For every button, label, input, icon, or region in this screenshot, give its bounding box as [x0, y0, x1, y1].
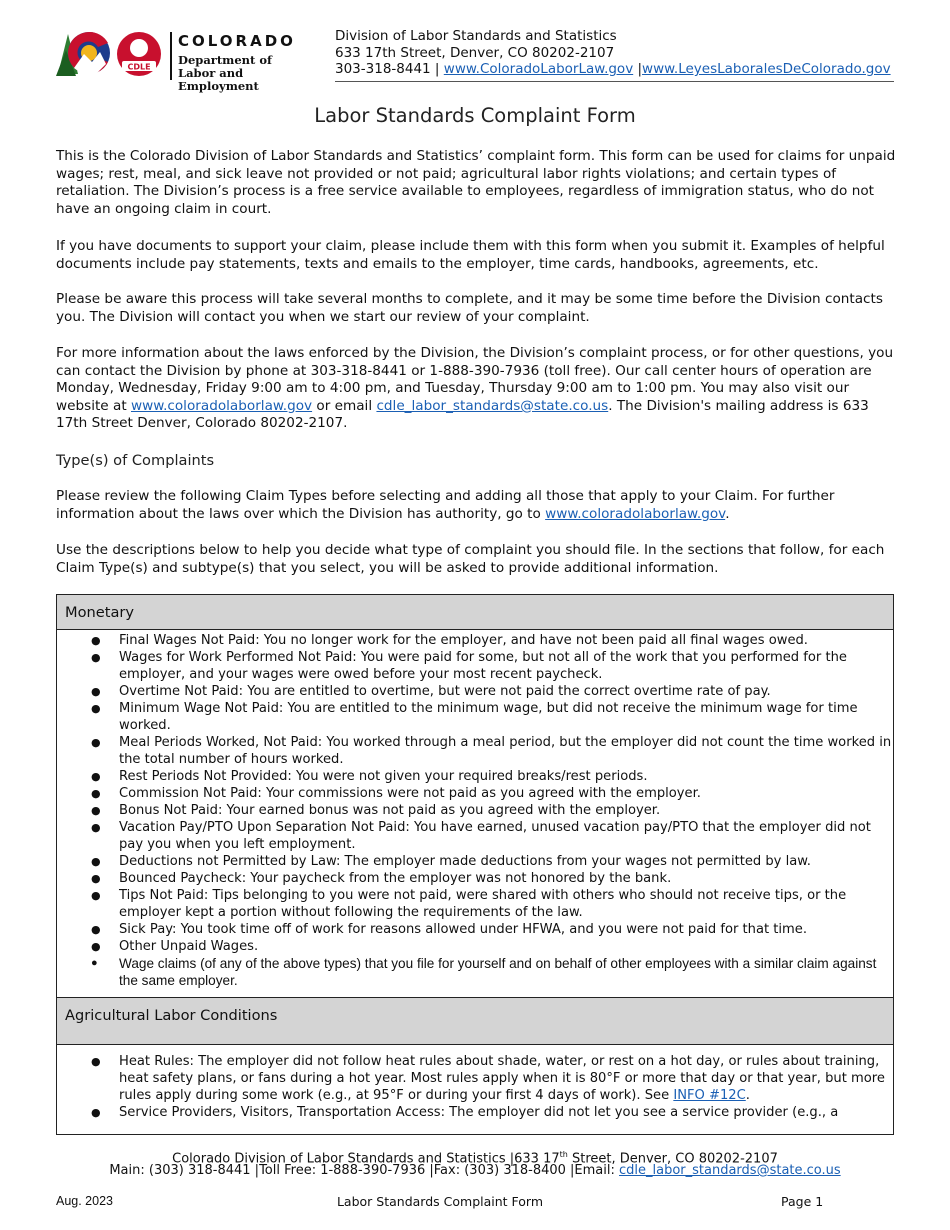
cdle-logo: [56, 28, 318, 93]
list-item: ● Deductions not Permitted by Law: The employer made deductions from your wages not permitted by law.: [119, 853, 893, 870]
list-item: ● Meal Periods Worked, Not Paid: You worked through a meal period, but the employer did not count the time worked in the total number of hours worked.: [119, 734, 893, 768]
list-item: ● Sick Pay: You took time off of work for reasons allowed under HFWA, and you were not paid for that time.: [119, 921, 893, 938]
list-item: ● Bonus Not Paid: Your earned bonus was not paid as you agreed with the employer.: [119, 802, 893, 819]
form-date: Aug. 2023: [56, 1194, 113, 1208]
descriptions-paragraph: Use the descriptions below to help you decide what type of complaint you should file. In the sections that follow, for each Claim Type(s) and subtype(s) that you select, you will be asked to provide additional information.: [56, 542, 885, 576]
claim-types-website-link[interactable]: www.coloradolaborlaw.gov: [545, 505, 726, 522]
intro-paragraph-2: If you have documents to support your claim, please include them with this form when you submit it. Examples of helpful documents include pay statements, texts and emails to the employer, time cards, handbooks, agreements, etc.: [56, 238, 885, 272]
logo-wordmark: COLORADO: [178, 32, 296, 50]
info-12c-link[interactable]: INFO #12C: [673, 1088, 746, 1103]
header-contact-info: [335, 28, 891, 78]
page-title: Labor Standards Complaint Form: [314, 104, 636, 127]
division-phone-links: 303-318-8441 | www.ColoradoLaborLaw.gov |www.LeyesLaboralesDeColorado.gov: [335, 61, 891, 77]
colorado-labor-law-link[interactable]: www.ColoradoLaborLaw.gov: [443, 61, 634, 77]
complaint-types-heading: Type(s) of Complaints: [56, 452, 215, 469]
list-item: ● Heat Rules: The employer did not follow heat rules about shade, water, or rest on a hot day, or rules about training, heat safety plans, or fans during a hot year. Most rules apply when it is 80°F or more that day or that year, but more rules apply during some work (e.g., at 95°F or during your first 4 days of work). See INFO #12C.: [119, 1053, 893, 1104]
division-name: Division of Labor Standards and Statistics: [335, 28, 617, 44]
list-item: ● Tips Not Paid: Tips belonging to you were not paid, were shared with others who should not receive tips, or the employer kept a portion without following the requirements of the law.: [119, 887, 893, 921]
list-item: ● Commission Not Paid: Your commissions were not paid as you agreed with the employer.: [119, 785, 893, 802]
list-item: ● Other Unpaid Wages.: [119, 938, 893, 955]
list-item: ● Minimum Wage Not Paid: You are entitled to the minimum wage, but did not receive the minimum wage for time worked.: [119, 700, 893, 734]
logo-department: Department of Labor and Employment: [178, 53, 272, 93]
agricultural-list: [57, 1045, 893, 1121]
footer-contact: Main: (303) 318-8441 |Toll Free: 1-888-390-7936 |Fax: (303) 318-8400 |Email: cdle_labor_standards@state.co.us: [109, 1163, 841, 1178]
website-link[interactable]: www.coloradolaborlaw.gov: [130, 397, 313, 414]
intro-paragraph-3: Please be aware this process will take several months to complete, and it may be some time before the Division contacts you. The Division will contact you when we start our review of your complaint.: [56, 291, 883, 325]
footer-email-link[interactable]: cdle_labor_standards@state.co.us: [619, 1163, 841, 1178]
list-item: ● Vacation Pay/PTO Upon Separation Not Paid: You have earned, unused vacation pay/PTO that the employer did not pay you when you left employment.: [119, 819, 893, 853]
list-item: ● Rest Periods Not Provided: You were not given your required breaks/rest periods.: [119, 768, 893, 785]
list-item: ● Wages for Work Performed Not Paid: You were paid for some, but not all of the work that you performed for the employer, and your wages were owed before your most recent paycheck.: [119, 649, 893, 683]
list-item: ● Wage claims (of any of the above types) that you file for yourself and on behalf of other employees with a similar claim against the same employer.: [119, 955, 893, 989]
monetary-header: Monetary: [57, 595, 893, 630]
list-item: ● Service Providers, Visitors, Transportation Access: The employer did not let you see a service provider (e.g., a: [119, 1104, 893, 1121]
intro-paragraph-1: This is the Colorado Division of Labor Standards and Statistics’ complaint form. This form can be used for claims for unpaid wages; rest, meal, and sick leave not provided or not paid; agricultural labor rights violations; and certain types of retaliation. The Division’s process is a free service available to employees, regardless of immigration status, who do not have an ongoing claim in court.: [56, 148, 896, 217]
list-item: ● Bounced Paycheck: Your paycheck from the employer was not honored by the bank.: [119, 870, 893, 887]
header-divider: [335, 81, 894, 82]
footer-form-name: Labor Standards Complaint Form: [336, 1194, 544, 1209]
agricultural-header: Agricultural Labor Conditions: [57, 997, 893, 1045]
email-link[interactable]: cdle_labor_standards@state.co.us: [376, 397, 609, 414]
complaint-types-table: [56, 594, 894, 1135]
logo-divider: [170, 32, 172, 80]
monetary-list: [57, 630, 893, 997]
intro-paragraph-4: For more information about the laws enforced by the Division, the Division’s complaint process, or for other questions, you can contact the Division by phone at 303-318-8441 or 1-888-390-7936 (toll free). Our call center hours of operation are Monday, Wednesday, Friday 9:00 am to 4:00 pm, and Tuesday, Thursday 9:00 am to 1:00 pm. You may also visit our website at www.coloradolaborlaw.gov or email cdle_labor_standards@state.co.us. The Division's mailing address is 633 17th Street Denver, Colorado 80202-2107.: [56, 345, 894, 432]
list-item: ● Overtime Not Paid: You are entitled to overtime, but were not paid the correct overtime rate of pay.: [119, 683, 893, 700]
leyes-laborales-link[interactable]: www.LeyesLaboralesDeColorado.gov: [642, 61, 891, 77]
division-address: 633 17th Street, Denver, CO 80202-2107: [335, 44, 615, 61]
footer-address: Colorado Division of Labor Standards and Statistics |633 17th Street, Denver, CO 80202-2107: [172, 1150, 778, 1167]
claim-types-paragraph: Please review the following Claim Types before selecting and adding all those that apply to your Claim. For further information about the laws over which the Division has authority, go to www.coloradolaborlaw.gov.: [56, 488, 835, 522]
page-header: [56, 24, 894, 93]
colorado-cdle-logo-icon: [56, 28, 168, 80]
page-number: Page 1: [781, 1194, 824, 1209]
svg-text:CDLE: CDLE: [127, 62, 151, 72]
list-item: ● Final Wages Not Paid: You no longer work for the employer, and have not been paid all final wages owed.: [119, 632, 893, 649]
